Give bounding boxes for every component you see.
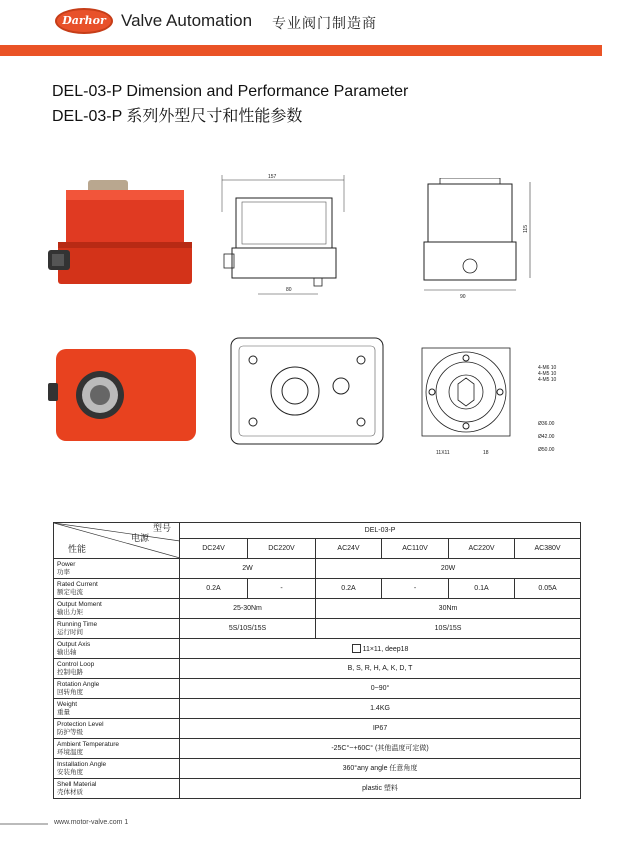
corner-power-label: 电源: [130, 533, 149, 543]
row-label-cn: 运行时间: [57, 628, 83, 636]
front-base-dim: 80: [286, 287, 292, 293]
row-label-en: Shell Material: [57, 781, 97, 788]
row-label-en: Power: [57, 561, 76, 568]
table-row: [54, 779, 581, 799]
table-row: [54, 739, 581, 759]
row-label-install: [54, 759, 180, 779]
moment-dc: 25-30Nm: [180, 599, 316, 619]
current-cell: -: [382, 579, 449, 599]
table-row: [54, 659, 581, 679]
key-size-label: 11X11: [436, 450, 450, 456]
temp-value: -25C°~+60C° (其他温度可定做): [180, 739, 581, 759]
current-cell: 0.2A: [180, 579, 248, 599]
row-label-power: [54, 559, 180, 579]
row-label-en: Rotation Angle: [57, 681, 100, 688]
table-corner-cell: [54, 523, 180, 559]
thread-label-3: 4-M5 10: [538, 377, 557, 383]
loop-value: B, S, R, H, A, K, D, T: [180, 659, 581, 679]
table-row: [54, 599, 581, 619]
axis-value: 11×11, deep18: [362, 645, 409, 653]
row-label-axis: [54, 639, 180, 659]
row-label-en: Running Time: [57, 621, 98, 628]
side-width-dim: 90: [460, 294, 466, 300]
row-label-cn: 功率: [57, 568, 70, 576]
moment-ac: 30Nm: [316, 599, 581, 619]
row-label-current: [54, 579, 180, 599]
power-ac: 20W: [316, 559, 581, 579]
row-label-en: Protection Level: [57, 721, 104, 728]
table-row: [54, 719, 581, 739]
voltage-ac220: AC220V: [449, 539, 515, 559]
row-label-en: Control Loop: [57, 661, 95, 668]
actuator-side-photo: [48, 180, 200, 292]
header: [0, 0, 623, 46]
page-number: 1: [124, 819, 129, 826]
row-label-loop: [54, 659, 180, 679]
diameter-label-42: Ø42.00: [538, 434, 555, 440]
voltage-dc24: DC24V: [180, 539, 248, 559]
table-row: [54, 639, 581, 659]
bottom-thread-labels: [538, 365, 556, 383]
power-dc: 2W: [180, 559, 316, 579]
footer: [54, 819, 128, 826]
corner-perf-label: 性能: [68, 544, 87, 554]
row-label-cn: 控制电路: [57, 668, 83, 676]
angle-value: 0~90°: [180, 679, 581, 699]
row-label-cn: 安装角度: [57, 768, 83, 776]
front-view-drawing: [218, 172, 358, 298]
row-label-cn: 环境温度: [57, 748, 83, 756]
current-cell: 0.05A: [515, 579, 581, 599]
voltage-ac24: AC24V: [316, 539, 382, 559]
brand-name: Valve Automation: [121, 11, 253, 30]
footer-url[interactable]: www.motor-valve.com: [54, 819, 123, 826]
current-cell: 0.2A: [316, 579, 382, 599]
row-label-cn: 回转角度: [57, 688, 83, 696]
footer-rule: [0, 823, 48, 825]
row-label-cn: 输出力矩: [57, 608, 83, 616]
table-row: [54, 559, 581, 579]
row-label-cn: 输出轴: [57, 648, 77, 656]
row-label-weight: [54, 699, 180, 719]
row-label-en: Installation Angle: [57, 761, 107, 768]
bottom-view-drawing: [418, 344, 518, 440]
table-row: [54, 679, 581, 699]
row-label-cn: 重量: [57, 708, 70, 716]
page-title-en: DEL-03-P Dimension and Performance Parameter: [52, 83, 409, 100]
row-label-cn: 壳体材质: [57, 788, 83, 796]
actuator-top-photo: [48, 345, 198, 445]
row-label-en: Output Axis: [57, 641, 91, 648]
table-row: [54, 699, 581, 719]
row-label-en: Ambient Temperature: [57, 741, 120, 748]
row-label-angle: [54, 679, 180, 699]
brand-logo: [55, 8, 113, 34]
model-value: DEL-03-P: [180, 523, 581, 539]
current-cell: -: [248, 579, 316, 599]
row-label-cn: 额定电流: [57, 588, 83, 596]
time-ac: 10S/15S: [316, 619, 581, 639]
voltage-ac380: AC380V: [515, 539, 581, 559]
shell-value: plastic 塑料: [180, 779, 581, 799]
install-value: 360°any angle 任意角度: [180, 759, 581, 779]
checkbox-icon: [352, 644, 361, 653]
table-row: [54, 619, 581, 639]
logo-text: Darhor: [62, 14, 106, 27]
row-label-temp: [54, 739, 180, 759]
header-accent-bar: [0, 45, 602, 56]
axis-value-cell: [180, 639, 581, 659]
top-view-drawing: [229, 336, 385, 446]
table-row: [54, 579, 581, 599]
bottom-diameter-labels: [538, 418, 554, 457]
protect-value: IP67: [180, 719, 581, 739]
row-label-cn: 防护等级: [57, 728, 83, 736]
row-label-shell: [54, 779, 180, 799]
thread-label-1: 4-M6 10: [538, 365, 557, 371]
row-label-en: Weight: [57, 701, 78, 708]
page-title-cn: DEL-03-P 系列外型尺寸和性能参数: [52, 108, 303, 125]
row-label-moment: [54, 599, 180, 619]
brand-name-cn: 专业阀门制造商: [272, 15, 377, 31]
row-label-en: Output Moment: [57, 601, 102, 608]
row-label-time: [54, 619, 180, 639]
table-row: [54, 759, 581, 779]
current-cell: 0.1A: [449, 579, 515, 599]
front-width-dim: 157: [268, 174, 277, 180]
row-label-protect: [54, 719, 180, 739]
diameter-label-50: Ø50.00: [538, 447, 555, 453]
voltage-dc220: DC220V: [248, 539, 316, 559]
side-height-dim: 115: [522, 225, 529, 233]
spec-table: [53, 522, 581, 799]
diameter-label-36: Ø36.00: [538, 421, 555, 427]
thread-label-2: 4-M5 10: [538, 371, 557, 377]
time-dc: 5S/10S/15S: [180, 619, 316, 639]
row-label-en: Rated Current: [57, 581, 98, 588]
voltage-ac110: AC110V: [382, 539, 449, 559]
weight-value: 1.4KG: [180, 699, 581, 719]
corner-model-label: 型号: [152, 523, 171, 533]
depth-label: 18: [483, 450, 489, 456]
side-view-drawing: [418, 178, 538, 296]
